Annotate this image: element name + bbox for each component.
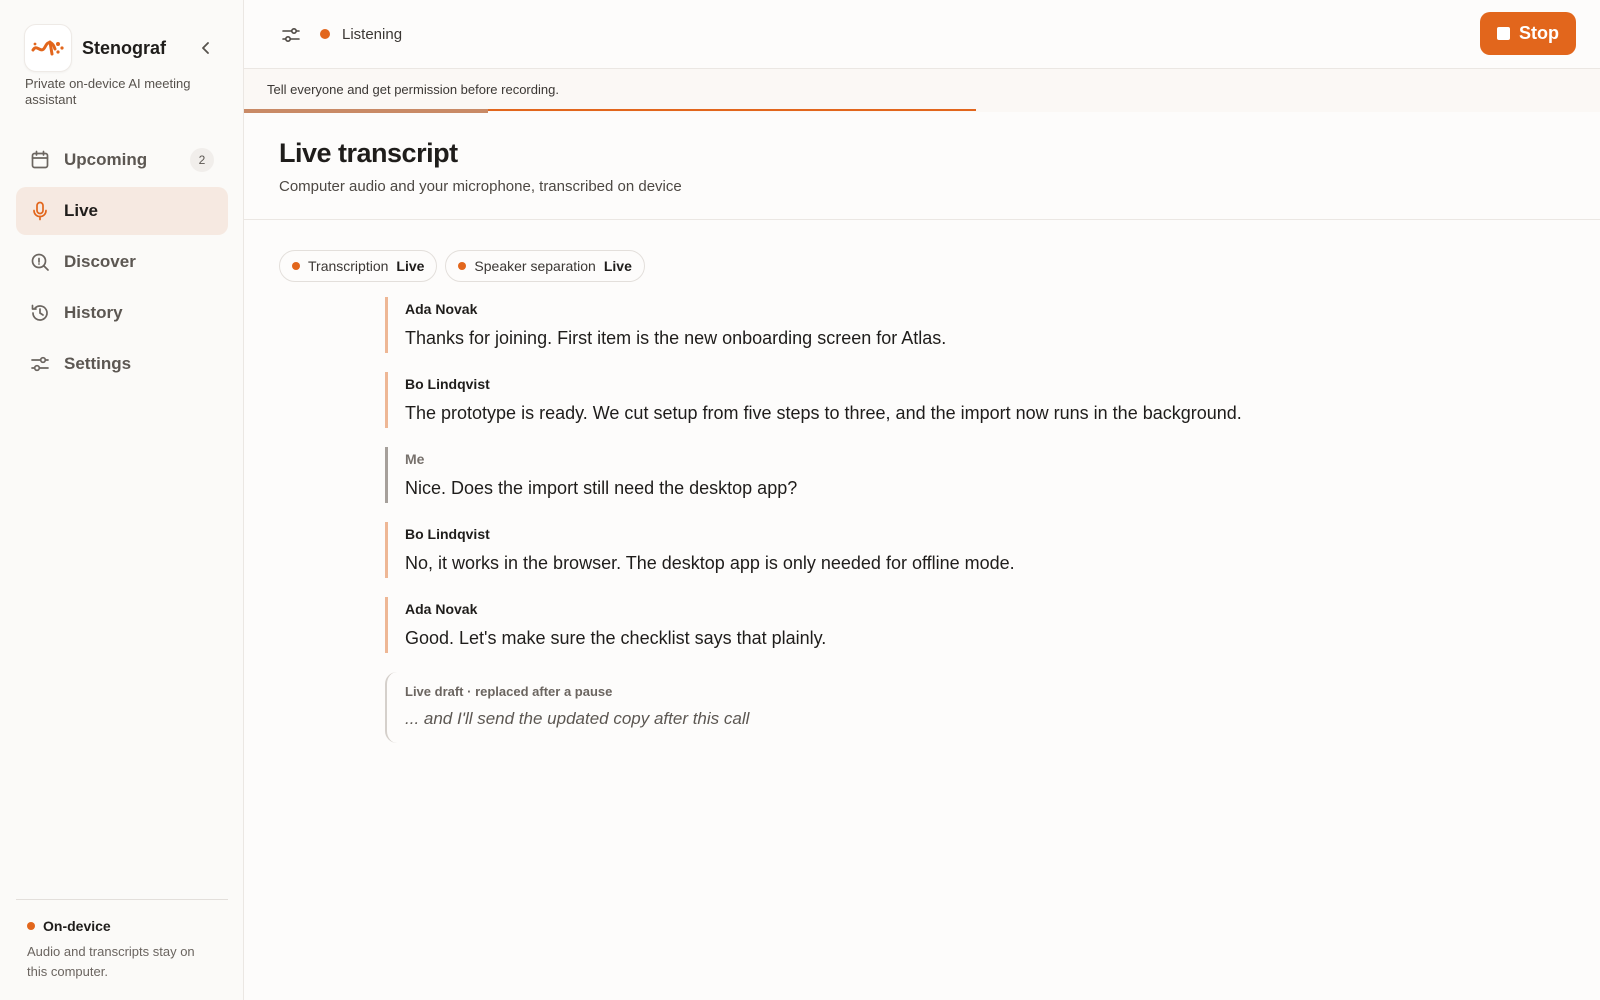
on-device-title: On-device [43, 918, 111, 934]
transcription-status-chip [279, 250, 437, 282]
main-content [244, 0, 1600, 1000]
on-device-notice [16, 899, 228, 1000]
speaker-name: Bo Lindqvist [405, 376, 490, 392]
utterance-text: No, it works in the browser. The desktop app is only needed for offline mode. [405, 553, 1015, 573]
transcript-list [385, 297, 1385, 743]
sidebar-item-label: History [64, 303, 123, 322]
chip-state: Live [396, 258, 425, 274]
chip-label: Transcription [308, 258, 389, 274]
sidebar-item-settings[interactable] [16, 340, 228, 388]
audio-settings-button[interactable] [280, 24, 302, 46]
status-dot-icon [292, 262, 300, 270]
upcoming-count-badge: 2 [190, 148, 214, 172]
calendar-icon [29, 149, 51, 171]
utterance-text: Good. Let's make sure the checklist says that plainly. [405, 628, 827, 648]
top-bar [244, 0, 1600, 69]
stop-icon [1497, 27, 1510, 40]
sidebar-nav [16, 136, 228, 391]
recording-dot-icon [320, 29, 330, 39]
speaker-separation-status-chip [445, 250, 644, 282]
transcript-entry [385, 297, 1385, 353]
transcript-entry [385, 447, 1385, 503]
page-subtitle: Computer audio and your microphone, transcribed on device [279, 178, 682, 195]
consent-banner [244, 69, 1600, 112]
sidebar [0, 0, 244, 1000]
page-header [244, 112, 1600, 220]
on-device-description: Audio and transcripts stay on this computer. [27, 944, 195, 979]
transcript-entry [385, 597, 1385, 653]
sidebar-item-history[interactable] [16, 289, 228, 337]
status-dot-icon [27, 922, 35, 930]
speaker-name: Ada Novak [405, 301, 478, 317]
history-icon [29, 302, 51, 324]
chip-state: Live [603, 258, 632, 274]
sidebar-item-label: Live [64, 201, 99, 220]
app-tagline: Private on-device AI meeting assistant [25, 76, 191, 107]
speaker-name: Me [405, 451, 425, 467]
stop-recording-button[interactable] [1480, 12, 1576, 55]
recording-status [320, 24, 402, 44]
collapse-sidebar-button[interactable] [196, 38, 216, 58]
sidebar-item-live[interactable] [16, 187, 228, 235]
live-draft [385, 672, 1385, 743]
brand [24, 24, 166, 72]
status-text: Listening [342, 25, 403, 43]
discover-icon [29, 251, 51, 273]
sidebar-item-label: Discover [64, 252, 136, 271]
app-logo-icon [24, 24, 72, 72]
speaker-name: Ada Novak [405, 601, 478, 617]
transcript-entry [385, 522, 1385, 578]
utterance-text: Nice. Does the import still need the desktop app? [405, 478, 798, 498]
sidebar-item-label: Upcoming [64, 150, 148, 169]
sidebar-item-upcoming[interactable] [16, 136, 228, 184]
speaker-name: Bo Lindqvist [405, 526, 490, 542]
transcript-entry [385, 372, 1385, 428]
microphone-icon [29, 200, 51, 222]
draft-text: ... and I'll send the updated copy after this call [405, 709, 750, 728]
utterance-text: The prototype is ready. We cut setup from five steps to three, and the import now runs in the background. [405, 403, 1242, 423]
consent-text: Tell everyone and get permission before recording. [267, 82, 559, 97]
stop-label: Stop [1519, 23, 1559, 43]
status-chips [279, 250, 653, 282]
draft-label: Live draft · replaced after a pause [405, 684, 613, 699]
app-name: Stenograf [82, 37, 167, 58]
chip-label: Speaker separation [474, 258, 596, 274]
sidebar-item-label: Settings [64, 354, 132, 373]
chevron-left-icon [201, 42, 211, 54]
sidebar-item-discover[interactable] [16, 238, 228, 286]
utterance-text: Thanks for joining. First item is the new onboarding screen for Atlas. [405, 328, 947, 348]
status-dot-icon [458, 262, 466, 270]
sliders-icon [29, 353, 51, 375]
page-title: Live transcript [279, 138, 458, 168]
sliders-icon [281, 26, 301, 44]
